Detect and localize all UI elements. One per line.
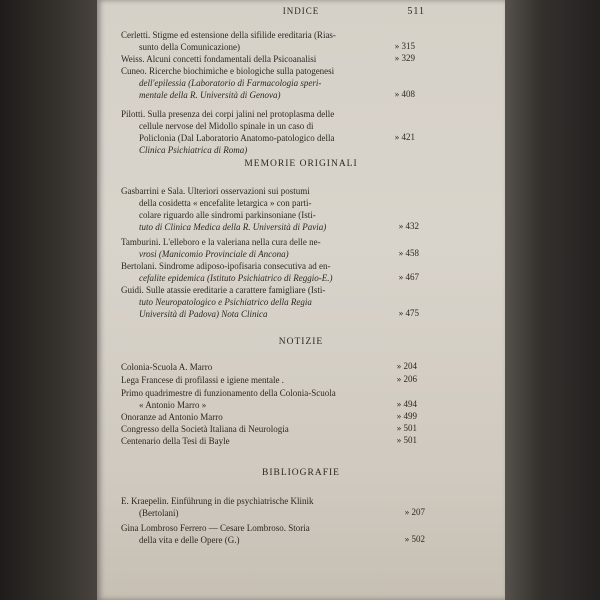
index-entry-notizie: Primo quadrimestre di funzionamento della Colonia-Scuola « Antonio Marro »	[121, 388, 336, 410]
page-number: » 315	[394, 41, 415, 51]
page-number: » 501	[396, 423, 417, 433]
index-entry-lombroso: Gina Lombroso Ferrero — Cesare Lombroso. Storia della vita e delle Opere (G.)	[121, 523, 310, 545]
index-entry-notizie: Lega Francese di profilassi e igiene mentale .	[121, 375, 284, 385]
page-number: » 501	[396, 435, 417, 445]
header-title: INDICE	[282, 6, 320, 16]
section-heading-bibliografie: BIBLIOGRAFIE	[262, 468, 340, 478]
index-entry-pilotti: Pilotti. Sulla presenza dei corpi jalini nel protoplasma delle cellule nervose del Midollo spinale in un caso di Policlonia (Dal Laboratorio Anatomo-patologico della Clinica Psichiatrica di Roma)	[121, 109, 335, 155]
page-number: » 458	[398, 248, 419, 258]
page-number: » 207	[404, 507, 425, 517]
book-page	[97, 0, 505, 600]
page-number: » 432	[398, 221, 419, 231]
index-entry-weiss: Weiss. Alcuni concetti fondamentali della Psicoanalisi	[121, 54, 317, 64]
index-entry-bertolani: Bertolani. Sindrome adiposo-ipofisaria consecutiva ad en- cefalite epidemica (Istituto Psichiatrico di Reggio-E.)	[121, 261, 333, 283]
section-heading-notizie: NOTIZIE	[278, 337, 324, 347]
page-number: » 467	[398, 272, 419, 282]
page-header	[97, 6, 505, 20]
section-heading-memorie: MEMORIE ORIGINALI	[244, 159, 358, 169]
header-page-number: 511	[407, 6, 425, 17]
index-entry-guidi: Guidi. Sulle atassie ereditarie a carattere famigliare (Isti- tuto Neuropatologico e Psichiatrico della Regia Università di Padova) Nota Clinica	[121, 285, 326, 319]
page-number: » 494	[396, 399, 417, 409]
index-entry-cuneo: Cuneo. Ricerche biochimiche e biologiche sulla patogenesi dell'epilessia (Laboratorio di Farmacologia speri- mentale della R. Università di Genova)	[121, 66, 335, 100]
page-number: » 329	[394, 53, 415, 63]
page-number: » 408	[394, 89, 415, 99]
dark-background-right	[500, 0, 600, 600]
index-entry-notizie: Centenario della Tesi di Bayle	[121, 436, 230, 446]
index-entry-notizie: Onoranze ad Antonio Marro	[121, 412, 223, 422]
index-entry-notizie: Colonia-Scuola A. Marro	[121, 362, 213, 372]
page-number: » 499	[396, 411, 417, 421]
index-entry-cerletti: Cerletti. Stigme ed estensione della sifilide ereditaria (Rias- sunto della Comunicazione)	[121, 30, 336, 52]
index-entry-gasbarrini: Gasbarrini e Sala. Ulteriori osservazioni sui postumi della cosidetta « encefalite letargica » con parti- colare riguardo alle sindromi parkinsoniane (Isti- tuto di Clinica Medica della R. Università di Pavia)	[121, 186, 327, 232]
page-number: » 421	[394, 132, 415, 142]
dark-background-left	[0, 0, 100, 600]
index-entry-kraepelin: E. Kraepelin. Einführung in die psychiatrische Klinik (Bertolani)	[121, 496, 314, 518]
page-number: » 475	[398, 308, 419, 318]
page-number: » 206	[396, 374, 417, 384]
page-number: » 502	[404, 534, 425, 544]
index-entry-notizie: Congresso della Società Italiana di Neurologia	[121, 424, 289, 434]
page-number: » 204	[396, 361, 417, 371]
index-entry-tamburini: Tamburini. L'elleboro e la valeriana nella cura delle ne- vrosi (Manicomio Provinciale di Ancona)	[121, 237, 321, 259]
